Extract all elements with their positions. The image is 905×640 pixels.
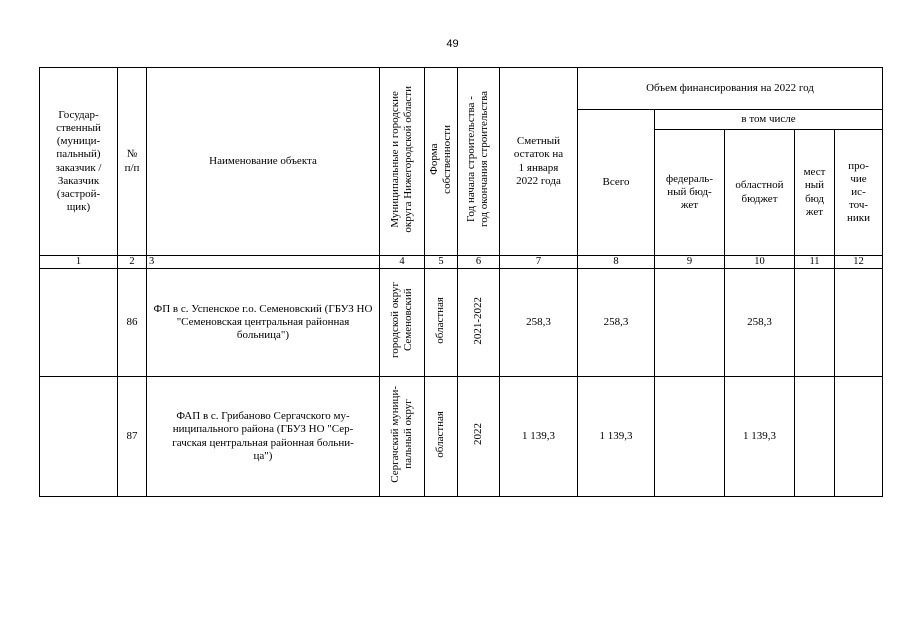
- cell-years: 2021-2022: [458, 269, 500, 377]
- cell-balance: 258,3: [500, 269, 578, 377]
- header-regional: областной бюджет: [725, 130, 795, 256]
- page-number: 49: [446, 38, 459, 50]
- cell-object-name: ФАП в с. Грибаново Сергачского му- ниципального района (ГБУЗ НО "Сер- гачская центральная районная больни- ца"): [147, 377, 380, 497]
- cell-other: [835, 377, 883, 497]
- column-number: 4: [380, 256, 425, 269]
- header-customer: Государ- ственный (муници- пальный) заказчик / Заказчик (застрой- щик): [40, 68, 118, 256]
- header-municipality: Муниципальные и городские округа Нижегородской области: [380, 68, 425, 256]
- table-row: [40, 377, 883, 497]
- header-balance: Сметный остаток на 1 января 2022 года: [500, 68, 578, 256]
- column-number: 6: [458, 256, 500, 269]
- column-number: 9: [655, 256, 725, 269]
- financing-table: [39, 67, 883, 497]
- cell-total: 258,3: [578, 269, 655, 377]
- cell-regional: 1 139,3: [725, 377, 795, 497]
- column-number: 5: [425, 256, 458, 269]
- cell-num: 86: [118, 269, 147, 377]
- cell-years: 2022: [458, 377, 500, 497]
- column-number: 12: [835, 256, 883, 269]
- header-years: Год начала строительства - год окончания строительства: [458, 68, 500, 256]
- cell-total: 1 139,3: [578, 377, 655, 497]
- cell-other: [835, 269, 883, 377]
- cell-balance: 1 139,3: [500, 377, 578, 497]
- header-financing: Объем финансирования на 2022 год: [578, 68, 883, 110]
- column-number: 7: [500, 256, 578, 269]
- cell-customer: [40, 377, 118, 497]
- header-total: Всего: [578, 110, 655, 256]
- table-row: [40, 269, 883, 377]
- header-federal: федераль- ный бюд- жет: [655, 130, 725, 256]
- header-row: [40, 68, 883, 110]
- header-num: № п/п: [118, 68, 147, 256]
- header-including: в том числе: [655, 110, 883, 130]
- column-number: 2: [118, 256, 147, 269]
- cell-regional: 258,3: [725, 269, 795, 377]
- cell-municipality: Сергачский муници- пальный округ: [380, 377, 425, 497]
- cell-local: [795, 269, 835, 377]
- cell-federal: [655, 377, 725, 497]
- cell-ownership: областная: [425, 377, 458, 497]
- cell-federal: [655, 269, 725, 377]
- cell-customer: [40, 269, 118, 377]
- cell-num: 87: [118, 377, 147, 497]
- column-number: 1: [40, 256, 118, 269]
- column-number: 3: [147, 256, 380, 269]
- column-number: 8: [578, 256, 655, 269]
- column-number-row: [40, 256, 883, 269]
- header-other: про- чие ис- точ- ники: [835, 130, 883, 256]
- header-object-name: Наименование объекта: [147, 68, 380, 256]
- cell-ownership: областная: [425, 269, 458, 377]
- column-number: 11: [795, 256, 835, 269]
- column-number: 10: [725, 256, 795, 269]
- header-ownership: Форма собственности: [425, 68, 458, 256]
- header-local: мест ный бюд жет: [795, 130, 835, 256]
- cell-municipality: городской округ Семеновский: [380, 269, 425, 377]
- cell-local: [795, 377, 835, 497]
- cell-object-name: ФП в с. Успенское г.о. Семеновский (ГБУЗ НО "Семеновская центральная районная больница"): [147, 269, 380, 377]
